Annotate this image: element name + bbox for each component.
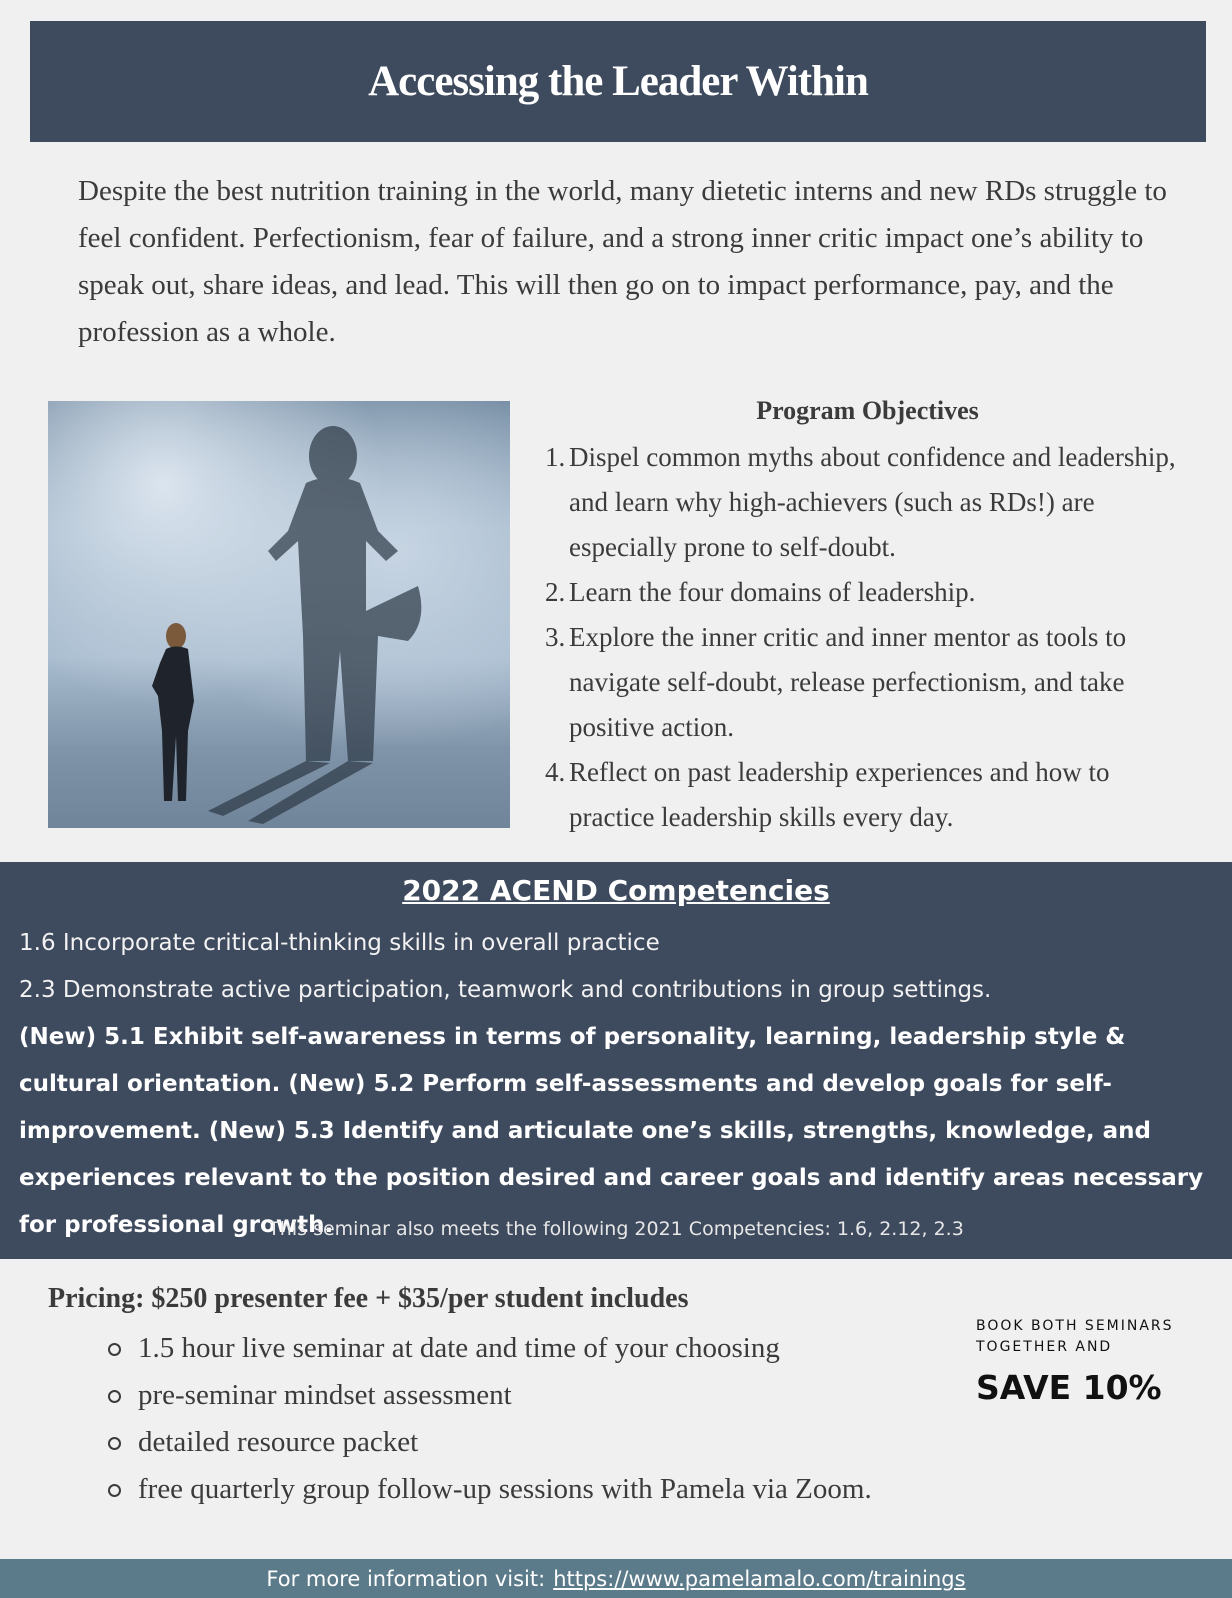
pricing-list: [108, 1325, 872, 1513]
objective-item: [545, 750, 1195, 840]
objective-text: Learn the four domains of leadership.: [569, 577, 976, 607]
pricing-item-text: pre-seminar mindset assessment: [138, 1379, 512, 1411]
objective-text: Explore the inner critic and inner mentor as tools to navigate self-doubt, release perfectionism, and take positive action.: [569, 622, 1127, 742]
objective-number: 1.: [545, 442, 566, 472]
pricing-item: [108, 1419, 872, 1466]
objective-number: 4.: [545, 757, 566, 787]
objective-item: [545, 570, 1195, 615]
objective-number: 3.: [545, 622, 566, 652]
competency-item: 2.3 Demonstrate active participation, teamwork and contributions in group settings.: [19, 977, 992, 1003]
objective-text: Dispel common myths about confidence and leadership, and learn why high-achievers (such as RDs!) are especially prone to self-doubt.: [569, 442, 1176, 562]
pricing-item: [108, 1466, 872, 1513]
competencies-title: 2022 ACEND Competencies: [402, 874, 830, 907]
objective-item: [545, 435, 1195, 570]
circle-bullet-icon: [108, 1437, 121, 1450]
leader-shadow-image: [48, 401, 510, 828]
objective-item: [545, 615, 1195, 750]
footer-text: For more information visit:: [266, 1566, 546, 1591]
pricing-title: Pricing: $250 presenter fee + $35/per student includes: [48, 1283, 689, 1314]
objectives-title: Program Objectives: [756, 396, 979, 425]
pricing-item-text: 1.5 hour live seminar at date and time of your choosing: [138, 1332, 780, 1364]
competency-item: 1.6 Incorporate critical-thinking skills in overall practice: [19, 930, 660, 956]
objective-text: Reflect on past leadership experiences and how to practice leadership skills every day.: [569, 757, 1110, 832]
pricing-item: [108, 1372, 872, 1419]
new-competencies-text: (New) 5.1 Exhibit self-awareness in terms of personality, learning, leadership style & cultural orientation. (New) 5.2 Perform self-assessments and develop goals for self-improvement. (New) 5.3 Identify and articulate one’s skills, strengths, knowledge, and experiences relevant to the position desired and career goals and identify areas necessary for professional growth.: [19, 1024, 1204, 1238]
footer-bar: [0, 1559, 1232, 1598]
objective-number: 2.: [545, 577, 566, 607]
promo-line-2: TOGETHER AND: [976, 1339, 1113, 1355]
intro-paragraph: Despite the best nutrition training in the world, many dietetic interns and new RDs struggle to feel confident. Perfectionism, fear of failure, and a strong inner critic impact one’s ability to speak out, share ideas, and lead. This will then go on to impact performance, pay, and the profession as a whole.: [78, 175, 1167, 348]
pricing-item-text: detailed resource packet: [138, 1426, 419, 1458]
promo-line-1: BOOK BOTH SEMINARS: [976, 1318, 1174, 1334]
pricing-item: [108, 1325, 872, 1372]
promo-box: [976, 1316, 1216, 1407]
competencies-section: [0, 862, 1232, 1259]
circle-bullet-icon: [108, 1390, 121, 1403]
circle-bullet-icon: [108, 1343, 121, 1356]
page-title: Accessing the Leader Within: [368, 58, 868, 105]
promo-headline: SAVE 10%: [976, 1368, 1162, 1407]
objectives-list: [545, 435, 1195, 840]
competencies-note: This seminar also meets the following 2021 Competencies: 1.6, 2.12, 2.3: [268, 1218, 964, 1240]
circle-bullet-icon: [108, 1484, 121, 1497]
leader-shadow-illustration: [48, 401, 510, 828]
footer-link[interactable]: https://www.pamelamalo.com/trainings: [553, 1566, 966, 1591]
title-banner: [30, 21, 1206, 142]
pricing-item-text: free quarterly group follow-up sessions with Pamela via Zoom.: [138, 1473, 872, 1505]
